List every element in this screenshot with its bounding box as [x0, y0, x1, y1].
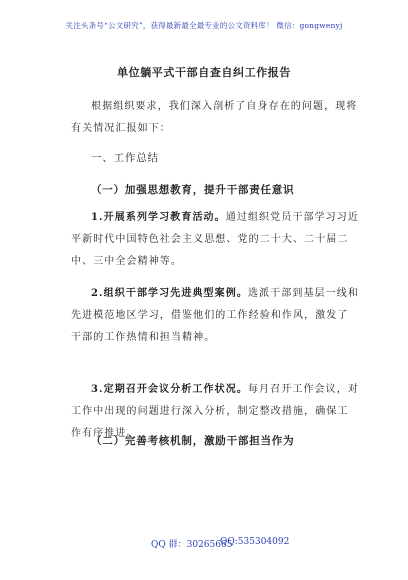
item-2-line-1: [71, 283, 359, 305]
document-title: 单位躺平式干部自查自纠工作报告: [117, 66, 291, 79]
item-2-line-2: 先进模范地区学习，借鉴他们的工作经验和作风，激发了: [71, 310, 349, 321]
item-1-line-3: 中、三中全会精神等。: [71, 256, 182, 267]
item-3-rest: 每月召开工作会议，对: [247, 384, 359, 395]
item-3-line-2: 工作中出现的问题进行深入分析，制定整改措施，确保工: [71, 406, 349, 417]
item-1-line-2: 平新时代中国特色社会主义思想、党的二十大、二十届二: [71, 234, 349, 245]
intro-line-1: 根据组织要求，我们深入剖析了自身存在的问题，现将: [91, 101, 358, 112]
item-2-rest: 选派干部到基层一线和: [247, 288, 359, 299]
item-1-lead: 1.开展系列学习教育活动。: [91, 212, 226, 223]
subsection-heading-1: （一）加强思想教育，提升干部责任意识: [91, 184, 295, 196]
item-2-line-3: 干部的工作热情和担当精神。: [71, 332, 216, 343]
item-2-lead: 2.组织干部学习先进典型案例。: [91, 288, 248, 299]
header-banner: 关注头条号“公文研究”，获得最新最全最专业的公文资料库！ 微信：gongwenyj: [65, 21, 343, 30]
item-3-lead: 3.定期召开会议分析工作状况。: [91, 384, 248, 395]
intro-line-2: 有关情况汇报如下：: [71, 123, 171, 134]
item-1-rest: 通过组织党员干部学习习近: [225, 212, 359, 223]
section-heading-1: 一、工作总结: [91, 152, 159, 164]
item-1-line-1: [71, 207, 359, 229]
subsection-heading-2: （二）完善考核机制，激励干部担当作为: [91, 435, 295, 447]
item-1-paragraph: [71, 207, 359, 273]
item-3-line-3: 作有序推进。: [71, 428, 138, 439]
intro-paragraph: [71, 96, 358, 140]
footer-qq: QQ:535304092: [220, 537, 290, 547]
item-3-line-1: [71, 379, 359, 401]
footer-qq-group: QQ 群：30265665: [151, 540, 233, 550]
item-2-paragraph: [71, 283, 359, 349]
